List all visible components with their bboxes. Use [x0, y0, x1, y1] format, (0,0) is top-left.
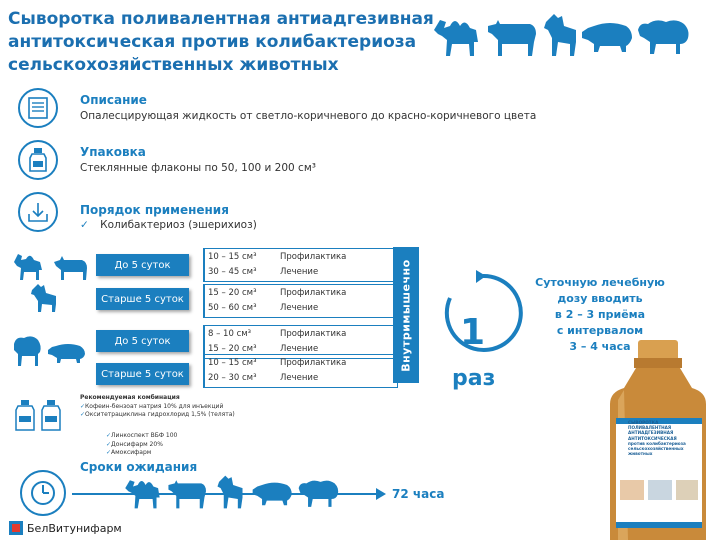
title-line-3: сельскохозяйственных животных — [8, 55, 339, 75]
recommended-block-2 — [106, 432, 177, 458]
recommended-item: ✓Донсифарм 20% — [106, 440, 163, 448]
route-bar — [393, 247, 419, 383]
daily-line-3: в 2 – 3 приёма — [554, 308, 646, 321]
pig-icon — [580, 12, 636, 58]
dose-box-1 — [203, 248, 398, 282]
age-button-3[interactable]: До 5 суток — [96, 330, 189, 352]
clock-icon — [29, 479, 57, 507]
camel-icon — [430, 12, 486, 58]
recommended-block — [80, 394, 235, 420]
daily-line-4: с интервалом — [556, 324, 644, 337]
brand-logo-icon — [8, 520, 24, 536]
recommended-heading: Рекомендуемая комбинация — [80, 394, 180, 401]
age-button-1[interactable]: До 5 суток — [96, 254, 189, 276]
packaging-section-icon — [18, 140, 58, 180]
description-heading: Описание — [80, 93, 147, 107]
horse-icon — [210, 474, 250, 510]
dose-4-prevention: 10 – 15 см³ — [208, 358, 257, 368]
sheep-icon — [636, 12, 692, 58]
lamb-icon — [10, 332, 44, 368]
daily-line-1: Суточную лечебную — [535, 276, 665, 289]
description-text: Опалесцирующая жидкость от светло-коричневого до красно-коричневого цвета — [80, 110, 537, 122]
dose-1-prevention: 10 – 15 см³ — [208, 252, 257, 262]
cow-icon — [166, 474, 210, 510]
usage-indication — [80, 219, 257, 231]
sheep-icon — [296, 474, 342, 510]
piglet-icon — [46, 338, 88, 364]
calf-icon — [52, 252, 90, 282]
dose-3-prevention-label: Профилактика — [280, 329, 347, 339]
withdrawal-value: 72 часа — [392, 487, 445, 501]
dose-box-4 — [203, 354, 398, 388]
title-line-2: антитоксическая против колибактериоза — [8, 32, 417, 52]
arrow-right-icon — [374, 487, 388, 501]
age-button-2[interactable]: Старше 5 суток — [96, 288, 189, 310]
document-icon — [26, 96, 50, 120]
cow-icon — [486, 12, 540, 58]
bottle-label-line-2: АНТИАДГЕЗИВНАЯ — [628, 430, 674, 436]
title-line-1: Сыворотка поливалентная антиадгезивная — [8, 9, 434, 29]
dose-4-treatment-label: Лечение — [280, 373, 319, 383]
brand-footer — [8, 520, 122, 536]
packaging-text: Стеклянные флаконы по 50, 100 и 200 см³ — [80, 162, 316, 174]
usage-section-icon — [18, 192, 58, 232]
dose-1-treatment: 30 – 45 см³ — [208, 267, 257, 277]
route-label: Внутримышечно — [399, 258, 413, 372]
camel-icon — [122, 474, 166, 510]
recommended-item: ✓Линкоспект ВБФ 100 — [106, 432, 178, 439]
frequency-word: раз — [452, 366, 496, 391]
camel-calf-icon — [12, 250, 54, 282]
dose-box-2 — [203, 284, 398, 318]
dose-4-treatment: 20 – 30 см³ — [208, 373, 257, 383]
recommended-item: ✓Кофеин-бензоат натрия 10% для инъекций — [80, 402, 224, 410]
download-arrow-icon — [26, 200, 50, 224]
packaging-heading: Упаковка — [80, 145, 146, 159]
page-title — [8, 8, 434, 77]
dose-3-prevention: 8 – 10 см³ — [208, 329, 252, 339]
dose-4-prevention-label: Профилактика — [280, 358, 347, 368]
foal-icon — [28, 282, 62, 314]
withdrawal-timeline-line — [72, 493, 382, 495]
usage-heading: Порядок применения — [80, 203, 229, 217]
vials-icon — [14, 398, 66, 432]
checkmark-icon: ✓ — [80, 219, 89, 231]
dose-2-prevention: 15 – 20 см³ — [208, 288, 257, 298]
dose-2-treatment: 50 – 60 см³ — [208, 303, 257, 313]
header-animals — [430, 12, 692, 58]
dose-1-treatment-label: Лечение — [280, 267, 319, 277]
dose-3-treatment-label: Лечение — [280, 344, 319, 354]
vial-icon — [27, 147, 49, 173]
dose-2-treatment-label: Лечение — [280, 303, 319, 313]
dose-1-prevention-label: Профилактика — [280, 252, 347, 262]
pig-icon — [250, 474, 296, 510]
daily-line-2: дозу вводить — [557, 292, 643, 305]
description-section-icon — [18, 88, 58, 128]
withdrawal-heading: Сроки ожидания — [80, 460, 198, 474]
frequency-number: 1 — [460, 312, 486, 353]
withdrawal-section-icon — [20, 470, 66, 516]
bottle-label-text — [628, 420, 698, 456]
recommended-item: ✓Окситетрациклина гидрохлорид 1,5% (телята) — [80, 411, 235, 418]
brand-name: БелВитунифарм — [27, 521, 122, 535]
bottle-label-line-4: против колибактериоза — [628, 440, 686, 446]
dose-2-prevention-label: Профилактика — [280, 288, 347, 298]
dose-3-treatment: 15 – 20 см³ — [208, 344, 257, 354]
bottle-label-line-3: АНТИТОКСИЧЕСКАЯ — [628, 435, 677, 441]
daily-line-5: 3 – 4 часа — [569, 340, 631, 353]
recommended-item: ✓Амоксифарм — [106, 449, 152, 456]
horse-icon — [540, 12, 580, 58]
indication-label: Колибактериоз (эшерихиоз) — [100, 219, 257, 231]
bottle-label-line-5: сельскохозяйственных животных — [628, 446, 684, 457]
withdrawal-animals — [122, 474, 342, 510]
bottle-label-line-1: СЫВОРОТКА ПОЛИВАЛЕНТНАЯ — [628, 420, 672, 431]
age-button-4[interactable]: Старше 5 суток — [96, 363, 189, 385]
